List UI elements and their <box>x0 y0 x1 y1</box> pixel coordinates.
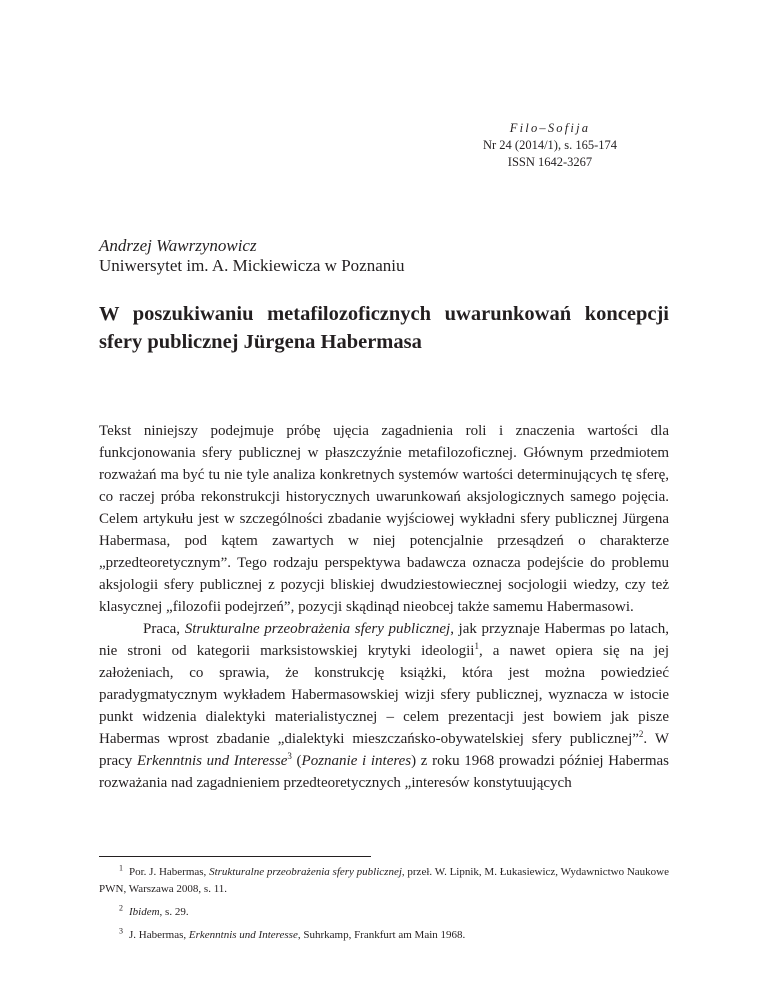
footnote-number: 2 <box>119 903 123 913</box>
author-affiliation: Uniwersytet im. A. Mickiewicza w Poznaniu <box>99 256 405 275</box>
footnote-2 <box>99 904 669 921</box>
author-name: Andrzej Wawrzynowicz <box>99 236 257 255</box>
footnote-text: , s. 29. <box>159 906 189 918</box>
footnote-book-title: Ibidem <box>129 906 160 918</box>
footnote-1 <box>99 864 669 898</box>
footnote-text: J. Habermas, <box>129 929 189 941</box>
footnotes <box>99 864 669 950</box>
footnote-book-title: Strukturalne przeobrażenia sfery publicznej <box>209 866 402 878</box>
issn: ISSN 1642-3267 <box>507 155 593 169</box>
article-body <box>99 420 669 794</box>
footnote-number: 1 <box>119 863 123 873</box>
journal-name: Filo–Sofija <box>509 121 591 135</box>
paragraph-1: Tekst niniejszy podejmuje próbę ujęcia zagadnienia roli i znaczenia wartości dla funkcjonowania sfery publicznej w płaszczyźnie metafilozoficznej. Głównym przedmiotem rozważań ma być tu nie tyle analiza konkretnych systemów wartości determinujących tę sferę, co raczej próba rekonstrukcji historycznych uwarunkowań aksjologicznych samego pojęcia. Celem artykułu jest w szczególności zbadanie wyjściowej wykładni sfery publicznej Jürgena Habermasa, pod kątem zawartych w niej potencjalnie przesądzeń o charakterze „przedteoretycznym”. Tego rodzaju perspektywa badawcza oznacza podejście do problemu aksjologii sfery publicznej z pozycji bliskiej dwudziestowiecznej socjologii wiedzy, czy też klasycznej „filozofii podejrzeń”, pozycji skądinąd nieobcej także samemu Habermasowi. <box>99 423 669 615</box>
footnote-3 <box>99 927 669 944</box>
footnote-ref-1[interactable]: 1 <box>474 641 479 651</box>
paragraph-2 <box>99 618 669 794</box>
footnote-number: 3 <box>119 926 123 936</box>
book-title: Poznanie i interes <box>301 753 412 769</box>
text-segment: , jak przyznaje Habermas po latach, nie stroni od kategorii marksistowskiej krytyki ideologii <box>99 621 670 659</box>
book-title: Strukturalne przeobrażenia sfery publicznej <box>184 621 451 637</box>
book-title: Erkenntnis und Interesse <box>136 753 288 769</box>
issue-info: Nr 24 (2014/1), s. 165-174 <box>482 138 617 152</box>
article-title: W poszukiwaniu metafilozoficznych uwarunkowań koncepcji sfery publicznej Jürgena Habermasa <box>99 303 669 353</box>
text-segment: ) z roku 1968 prowadzi później Habermas rozważania nad zagadnieniem przedteoretycznych „interesów konstytuujących <box>99 753 670 791</box>
footnote-divider <box>99 856 371 857</box>
footnote-ref-2[interactable]: 2 <box>638 729 644 739</box>
footnote-ref-3[interactable]: 3 <box>287 751 292 761</box>
text-segment: Praca, <box>143 621 185 637</box>
text-segment: . W pracy <box>99 731 669 769</box>
footnote-text: , przeł. W. Lipnik, M. Łukasiewicz, Wydawnictwo Naukowe PWN, Warszawa 2008, s. 11. <box>99 866 669 895</box>
footnote-text: , Suhrkamp, Frankfurt am Main 1968. <box>297 929 466 941</box>
text-segment: , a nawet opiera się na jej założeniach, co sprawia, że konstrukcję książki, która jest można powiedzieć paradygmatycznym wykładem Habermasowskiej wizji sfery publicznej, wyznacza w istocie punkt widzenia dialektyki materialistycznej – celem prezentacji jest bowiem jak pisze Habermas wprost zbadanie „dialektyki mieszczańsko-obywatelskiej sfery publicznej” <box>99 643 669 747</box>
journal-header <box>420 120 680 171</box>
footnote-text: Por. J. Habermas, <box>129 866 210 878</box>
footnote-book-title: Erkenntnis und Interesse <box>188 929 298 941</box>
author-block <box>99 236 679 276</box>
text-segment: ( <box>291 753 302 769</box>
